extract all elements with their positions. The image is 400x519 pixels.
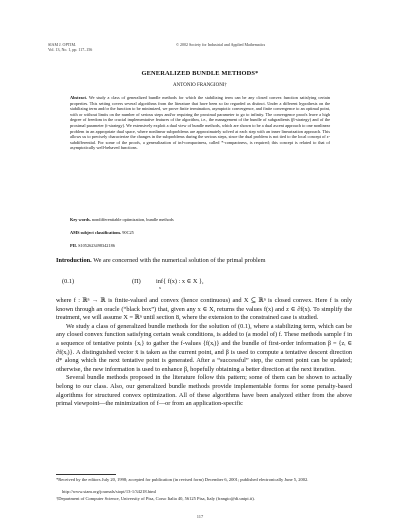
ams-classifications — [70, 230, 330, 235]
paper-author: ANTONIO FRANGIONI† — [173, 83, 227, 88]
abstract-label: Abstract. — [70, 95, 88, 100]
paper-title: GENERALIZED BUNDLE METHODS* — [141, 70, 259, 77]
equation-subscript: x — [159, 285, 161, 290]
introduction — [56, 256, 352, 265]
journal-volume: Vol. 13, No. 1, pp. 117–156 — [48, 47, 93, 52]
pii-label: PII. — [70, 243, 78, 248]
journal-name: SIAM J. OPTIM. — [48, 42, 77, 47]
intro-heading: Introduction. — [56, 257, 92, 264]
intro-text: We are concerned with the numerical solution of the primal problem — [93, 257, 266, 264]
ams-text: 90C25 — [122, 230, 134, 235]
copyright-text: © 2002 Society for Industrial and Applied Mathematics — [176, 42, 266, 47]
equation-number: (0.1) — [62, 278, 75, 285]
pii-text: S1052623498342186 — [78, 243, 115, 248]
abstract — [70, 95, 330, 151]
paragraph-2: We study a class of generalized bundle methods for the solution of (0.1), where a stabilizing term, which can be any closed convex function satisfying certain weak conditions, is added to (a model of) f. These methods sample f in a sequence of tentative points {xᵢ} to gather the f-values {f(xᵢ)} and the bundle of first-order information β = {zᵢ ∈ ∂f(xᵢ)}. A distinguished vector x̄ is taken as the current point, and β is used to compute a tentative descent direction d* along which the next tentative point is generated. After a “successful” step, the current point can be updated; otherwise, the new information is used to enhance β, hopefully obtaining a better direction at the next iteration. — [56, 322, 352, 373]
equation-name: (Π) — [132, 278, 141, 285]
journal-header — [48, 42, 92, 52]
equation-expression — [156, 278, 204, 290]
equation-text: inf{ f(x) : x ∈ X }, — [156, 278, 204, 285]
footnote-affiliation: †Department of Computer Science, University of Pisa, Corso Italia 40, 56125 Pisa, Italy (frangio@di.unipi.it). — [56, 496, 255, 501]
paragraph-1: where f : ℝⁿ → ℝ is finite-valued and convex (hence continuous) and X ⊆ ℝⁿ is closed convex. Here f is only known through an oracle (“black box”) that, given any x ∈ X, returns the values f(x) and z ∈ ∂f(x). To simplify the treatment, we will assume X = ℝⁿ until section 8, where the extension to the constrained case is studied. — [56, 297, 352, 322]
body-text — [56, 297, 352, 409]
keywords-label: Key words. — [70, 217, 91, 222]
page-number: 117 — [196, 514, 204, 519]
footnote-received: *Received by the editors July 20, 1998; accepted for publication (in revised form) December 6, 2001; published electronically June 5, 2002. — [56, 477, 309, 482]
footnote-rule — [56, 474, 116, 475]
keywords — [70, 217, 330, 222]
abstract-text: We study a class of generalized bundle methods for which the stabilizing term can be any closed convex function satisfying certain properties. This setting covers several algorithms from the literature that have been so far regarded as distinct. Under a different hypothesis on the stabilizing term and/or the function to be minimized, we prove finite termination, asymptotic convergence, and finite convergence to an optimal point, with or without limits on the number of serious steps and/or requiring the proximal parameter to go to infinity. The convergence proofs leave a high degree of freedom in the crucial implementative features of the algorithm, i.e., the management of the bundle of subgradients (β-strategy) and of the proximal parameter (t-strategy). We extensively exploit a dual view of bundle methods, which are shown to be a dual ascent approach to one nonlinear problem in an appropriate dual space, where nonlinear subproblems are approximately solved at each step with an inner linearization approach. This allows us to precisely characterize the changes in the subproblems during the serious steps, since the dual problem is not tied to the local concept of ε-subdifferential. For some of the proofs, a generalization of inf-compactness, called *-compactness, is required; this concept is related to that of asymptotically well-behaved functions. — [70, 95, 330, 151]
keywords-text: nondifferentiable optimization, bundle methods — [91, 217, 174, 222]
paragraph-3: Several bundle methods proposed in the literature follow this pattern; some of them can be shown to actually belong to our class. Also, our generalized bundle methods provide implementable forms for some penalty-based algorithms for structured convex optimization. All of these algorithms have been analyzed either from the above primal viewpoint—the minimization of f—or from an application-specific — [56, 374, 352, 408]
ams-label: AMS subject classifications. — [70, 230, 122, 235]
footnote-url: http://www.siam.org/journals/siopt/13-1/34218.html — [62, 489, 156, 494]
copyright-line — [176, 42, 265, 47]
pii — [70, 243, 330, 248]
